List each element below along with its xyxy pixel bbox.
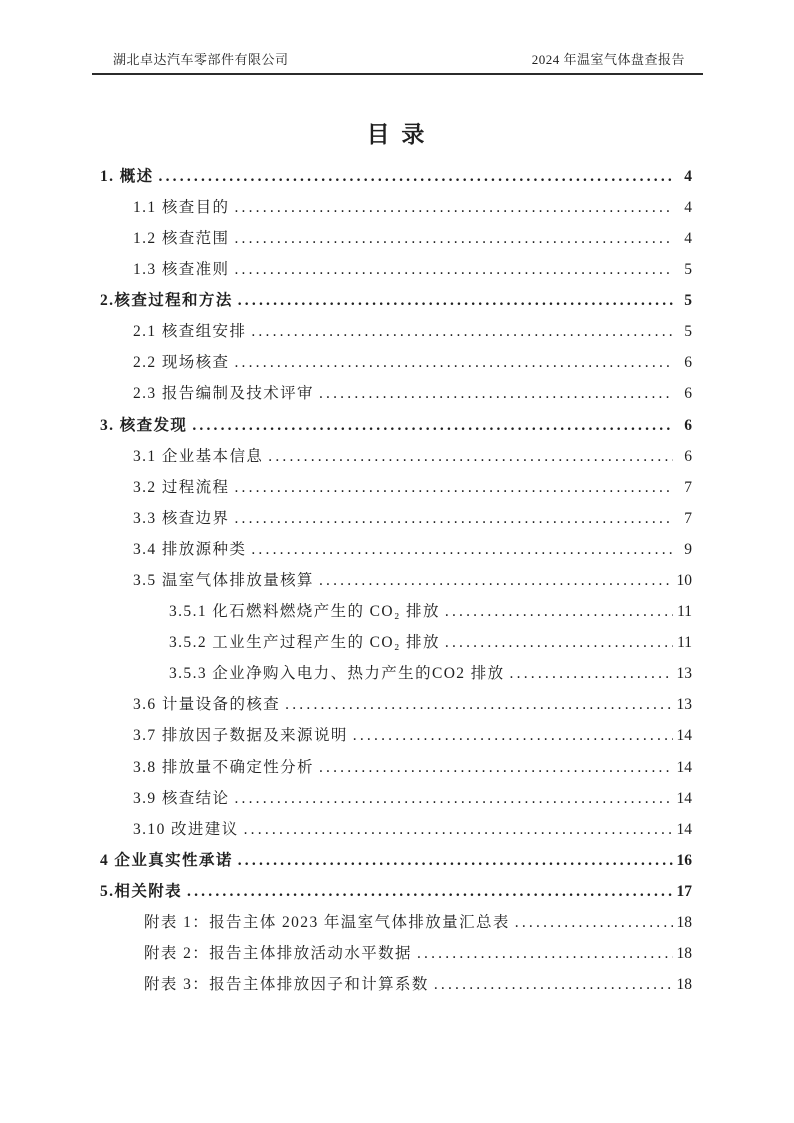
toc-entry-label: 2.2 现场核查 bbox=[133, 354, 230, 372]
toc-entry[interactable] bbox=[100, 288, 692, 319]
toc-entry-label: 附表 1：报告主体 2023 年温室气体排放量汇总表 bbox=[144, 914, 510, 931]
toc-entry-label: 1.1 核查目的 bbox=[133, 198, 230, 216]
toc-entry-label: 3.7 排放因子数据及来源说明 bbox=[133, 727, 348, 745]
toc-entry[interactable] bbox=[100, 506, 692, 537]
toc-entry[interactable] bbox=[100, 630, 692, 661]
toc-entry-page: 11 bbox=[677, 634, 692, 652]
toc-entry-page: 18 bbox=[676, 976, 692, 994]
toc-entry-page: 10 bbox=[676, 571, 692, 589]
toc-list bbox=[100, 164, 692, 1004]
toc-entry-page: 18 bbox=[676, 914, 692, 931]
toc-entry-label: 3.2 过程流程 bbox=[133, 478, 230, 496]
toc-dot-leader bbox=[234, 479, 673, 497]
toc-entry[interactable] bbox=[100, 257, 692, 288]
toc-entry-label: 3.9 核查结论 bbox=[133, 789, 230, 807]
toc-entry[interactable] bbox=[100, 319, 692, 350]
toc-entry-label: 3.5 温室气体排放量核算 bbox=[133, 571, 314, 589]
toc-entry[interactable] bbox=[100, 848, 692, 879]
header-company: 湖北卓达汽车零部件有限公司 bbox=[113, 52, 289, 67]
toc-dot-leader bbox=[353, 727, 673, 745]
toc-entry-label: 1.2 核查范围 bbox=[133, 229, 230, 247]
toc-entry-label: 2.核查过程和方法 bbox=[100, 292, 233, 310]
toc-entry[interactable] bbox=[100, 755, 692, 786]
toc-entry-label: 5.相关附表 bbox=[100, 882, 183, 900]
toc-dot-leader bbox=[434, 976, 673, 994]
toc-entry-page: 6 bbox=[684, 416, 692, 434]
toc-entry-page: 6 bbox=[684, 385, 692, 403]
toc-entry[interactable] bbox=[100, 817, 692, 848]
toc-entry-page: 14 bbox=[676, 820, 692, 838]
toc-entry-label: 1.3 核查准则 bbox=[133, 261, 230, 279]
toc-entry-page: 5 bbox=[684, 292, 692, 310]
toc-entry-page: 6 bbox=[684, 447, 692, 465]
toc-dot-leader bbox=[159, 168, 673, 186]
toc-dot-leader bbox=[251, 323, 673, 341]
toc-entry-page: 14 bbox=[676, 727, 692, 745]
toc-entry-label: 附表 3：报告主体排放因子和计算系数 bbox=[144, 976, 429, 994]
toc-dot-leader bbox=[515, 914, 673, 932]
toc-entry-page: 4 bbox=[684, 229, 692, 247]
toc-entry-page: 5 bbox=[684, 323, 692, 341]
toc-entry-label: 3. 核查发现 bbox=[100, 416, 188, 434]
toc-dot-leader bbox=[268, 448, 673, 466]
toc-entry-label: 1. 概述 bbox=[100, 167, 154, 185]
toc-entry-label: 3.3 核查边界 bbox=[133, 509, 230, 527]
toc-entry-page: 13 bbox=[676, 665, 692, 683]
toc-entry[interactable] bbox=[100, 537, 692, 568]
toc-entry[interactable] bbox=[100, 661, 692, 692]
toc-dot-leader bbox=[234, 199, 673, 217]
toc-entry[interactable] bbox=[100, 910, 692, 941]
toc-entry[interactable] bbox=[100, 879, 692, 910]
toc-dot-leader bbox=[234, 354, 673, 372]
toc-entry-label: 4 企业真实性承诺 bbox=[100, 851, 233, 869]
toc-entry-page: 7 bbox=[684, 509, 692, 527]
toc-entry[interactable] bbox=[100, 568, 692, 599]
toc-dot-leader bbox=[187, 883, 673, 901]
toc-entry[interactable] bbox=[100, 599, 692, 630]
toc-entry[interactable] bbox=[100, 444, 692, 475]
toc-entry-label: 2.3 报告编制及技术评审 bbox=[133, 385, 314, 403]
toc-entry-page: 5 bbox=[684, 261, 692, 279]
toc-entry-label: 3.5.2 工业生产过程产生的 CO₂ 排放 bbox=[169, 634, 440, 652]
toc-entry-label: 3.5.1 化石燃料燃烧产生的 CO₂ 排放 bbox=[169, 603, 440, 621]
toc-entry[interactable] bbox=[100, 226, 692, 257]
toc-entry-label: 3.5.3 企业净购入电力、热力产生的CO2 排放 bbox=[169, 665, 505, 683]
toc-entry[interactable] bbox=[100, 692, 692, 723]
toc-entry[interactable] bbox=[100, 195, 692, 226]
toc-entry[interactable] bbox=[100, 413, 692, 444]
toc-entry-page: 6 bbox=[684, 354, 692, 372]
toc-entry[interactable] bbox=[100, 381, 692, 412]
toc-dot-leader bbox=[192, 417, 673, 435]
toc-entry-label: 3.4 排放源种类 bbox=[133, 540, 247, 558]
toc-entry-page: 17 bbox=[676, 882, 692, 900]
toc-dot-leader bbox=[445, 603, 673, 621]
toc-entry[interactable] bbox=[100, 723, 692, 754]
page-header-row bbox=[92, 49, 703, 73]
toc-dot-leader bbox=[319, 572, 673, 590]
toc-dot-leader bbox=[234, 261, 673, 279]
toc-page-title: 目 录 bbox=[366, 122, 428, 147]
toc-entry-page: 4 bbox=[684, 167, 692, 185]
toc-entry-page: 14 bbox=[676, 789, 692, 807]
toc-entry-label: 附表 2：报告主体排放活动水平数据 bbox=[144, 945, 412, 963]
toc-entry-page: 18 bbox=[676, 945, 692, 963]
toc-dot-leader bbox=[251, 541, 673, 559]
toc-entry-page: 14 bbox=[676, 758, 692, 776]
page-header bbox=[92, 0, 703, 75]
toc-entry-label: 2.1 核查组安排 bbox=[133, 323, 247, 341]
toc-dot-leader bbox=[285, 696, 673, 714]
toc-entry[interactable] bbox=[100, 941, 692, 972]
toc-entry[interactable] bbox=[100, 786, 692, 817]
toc-dot-leader bbox=[445, 634, 673, 652]
toc-entry[interactable] bbox=[100, 972, 692, 1003]
toc-entry-page: 4 bbox=[684, 198, 692, 216]
toc-dot-leader bbox=[244, 821, 673, 839]
toc-entry-label: 3.6 计量设备的核查 bbox=[133, 696, 281, 714]
toc-entry[interactable] bbox=[100, 164, 692, 195]
toc-entry[interactable] bbox=[100, 475, 692, 506]
toc-entry-page: 13 bbox=[676, 696, 692, 714]
toc-dot-leader bbox=[234, 510, 673, 528]
toc-entry-label: 3.10 改进建议 bbox=[133, 820, 239, 838]
toc-dot-leader bbox=[319, 385, 673, 403]
header-report-title: 2024 年温室气体盘查报告 bbox=[531, 52, 685, 67]
toc-entry[interactable] bbox=[100, 350, 692, 381]
toc-dot-leader bbox=[319, 759, 673, 777]
toc-dot-leader bbox=[234, 230, 673, 248]
toc-entry-page: 11 bbox=[677, 603, 692, 621]
toc-entry-label: 3.8 排放量不确定性分析 bbox=[133, 758, 314, 776]
toc-dot-leader bbox=[238, 292, 673, 310]
toc-dot-leader bbox=[234, 790, 673, 808]
toc-dot-leader bbox=[510, 665, 673, 683]
toc-dot-leader bbox=[238, 852, 673, 870]
toc-entry-label: 3.1 企业基本信息 bbox=[133, 447, 264, 465]
toc-entry-page: 7 bbox=[684, 478, 692, 496]
toc-entry-page: 16 bbox=[676, 851, 692, 869]
toc-entry-page: 9 bbox=[684, 540, 692, 558]
toc-dot-leader bbox=[417, 945, 673, 963]
